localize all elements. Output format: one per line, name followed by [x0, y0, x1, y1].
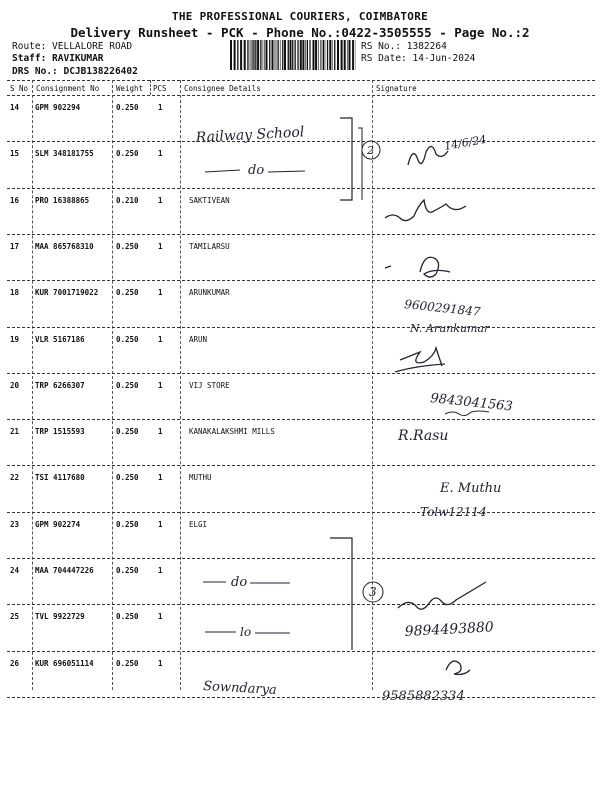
barcode-bar — [278, 40, 279, 70]
row-rule — [7, 651, 595, 652]
barcode-bar — [325, 40, 326, 70]
barcode-bar — [290, 40, 292, 70]
signature-scribble — [408, 146, 448, 165]
col-divider — [372, 80, 373, 690]
row-sno: 15 — [10, 149, 20, 159]
col-consignment: Consignment No — [36, 84, 100, 93]
row-consignee: ELGI — [189, 519, 208, 529]
barcode-bar — [282, 40, 283, 70]
barcode-bar — [264, 40, 265, 70]
barcode-bar — [297, 40, 298, 70]
row-consignment-no: KUR 7001719022 — [35, 288, 99, 298]
row-rule — [7, 697, 595, 698]
col-divider — [32, 80, 33, 690]
row-weight: 0.250 — [116, 427, 139, 437]
barcode-bar — [292, 40, 293, 70]
barcode-bar — [349, 40, 351, 70]
barcode-bar — [347, 40, 348, 70]
row-sno: 22 — [10, 473, 20, 483]
barcode-bar — [253, 40, 254, 70]
barcode-bar — [334, 40, 335, 70]
row-weight: 0.250 — [116, 658, 139, 668]
barcode-bar — [305, 40, 306, 70]
barcode-bar — [257, 40, 259, 70]
row-pcs: 1 — [158, 103, 163, 112]
row-rule — [7, 280, 595, 281]
barcode-bar — [310, 40, 311, 70]
circle-mark — [363, 582, 383, 602]
barcode-bar — [323, 40, 324, 70]
row-pcs: 1 — [158, 334, 163, 344]
barcode-bar — [288, 40, 289, 70]
ditto-dash — [205, 170, 240, 172]
row-weight: 0.250 — [116, 473, 139, 483]
barcode-bar — [307, 40, 308, 70]
row-rule — [7, 604, 595, 605]
signature-scribble — [395, 348, 445, 372]
barcode-bar — [230, 40, 232, 70]
handwritten-note: Tolw12114 — [420, 505, 487, 519]
row-pcs: 1 — [158, 519, 163, 529]
row-weight: 0.250 — [116, 519, 139, 529]
bracket-mark — [330, 538, 352, 650]
barcode-bar — [327, 40, 328, 70]
handwritten-date: 14/6/24 — [443, 132, 488, 153]
row-rule — [7, 558, 595, 559]
signature-scribble — [385, 257, 450, 277]
row-consignee: SAKTIVEAN — [189, 195, 230, 205]
row-sno: 25 — [10, 612, 20, 622]
barcode-bar — [266, 40, 268, 70]
handwritten-name: N. Arunkumar — [410, 322, 490, 335]
barcode-bar — [337, 40, 339, 70]
col-signature: Signature — [376, 84, 417, 93]
row-rule — [7, 465, 595, 466]
row-consignment-no: TRP 1515593 — [35, 427, 85, 437]
row-sno: 16 — [10, 195, 20, 205]
barcode-bar — [250, 40, 251, 70]
row-weight: 0.210 — [116, 195, 139, 205]
handwritten-ditto: do — [231, 575, 248, 590]
bracket-mark — [358, 128, 362, 200]
row-consignment-no: MAA 704447226 — [35, 566, 94, 575]
route-label: Route: VELLALORE ROAD — [12, 41, 133, 52]
handwritten-signature: R.Rasu — [398, 428, 449, 444]
barcode-bar — [251, 40, 252, 70]
row-consignee: ARUN — [189, 334, 208, 344]
barcode-bar — [272, 40, 274, 70]
row-rule — [7, 327, 595, 328]
drs-number: DRS No.: DCJB138226402 — [12, 66, 138, 77]
row-consignment-no: MAA 865768310 — [35, 241, 94, 251]
col-divider — [180, 80, 181, 690]
row-consignee: KANAKALAKSHMI MILLS — [189, 427, 275, 437]
col-divider — [150, 80, 151, 95]
handwritten-ditto: do — [248, 163, 265, 178]
row-consignment-no: SLM 348181755 — [35, 149, 94, 159]
row-sno: 17 — [10, 241, 20, 251]
barcode-bar — [329, 40, 331, 70]
barcode-bar — [263, 40, 264, 70]
col-weight: Weight — [116, 84, 144, 93]
barcode-bar — [318, 40, 319, 70]
row-pcs: 1 — [158, 380, 163, 390]
handwritten-phone: 9585882334 — [382, 689, 465, 704]
barcode-bar — [344, 40, 346, 70]
row-consignment-no: VLR 5167186 — [35, 334, 85, 344]
barcode-bar — [240, 40, 242, 70]
row-sno: 20 — [10, 380, 20, 390]
barcode — [230, 40, 356, 70]
barcode-bar — [315, 40, 317, 70]
table-top-rule — [7, 80, 595, 81]
company-title: THE PROFESSIONAL COURIERS, COIMBATORE — [171, 10, 429, 23]
row-sno: 23 — [10, 519, 20, 529]
barcode-bar — [244, 40, 246, 70]
row-sno: 19 — [10, 334, 20, 344]
row-pcs: 1 — [158, 473, 163, 483]
row-consignment-no: PRO 16388865 — [35, 195, 90, 205]
barcode-bar — [280, 40, 281, 70]
barcode-bar — [269, 40, 270, 70]
barcode-bar — [352, 40, 354, 70]
handwritten-phone: 9600291847 — [403, 297, 482, 319]
row-consignee: ARUNKUMAR — [189, 288, 230, 298]
row-pcs: 1 — [158, 658, 163, 668]
barcode-bar — [237, 40, 238, 70]
row-rule — [7, 419, 595, 420]
row-sno: 26 — [10, 658, 20, 668]
row-pcs: 1 — [158, 241, 163, 251]
barcode-bar — [234, 40, 236, 70]
row-weight: 0.250 — [116, 241, 139, 251]
barcode-bar — [322, 40, 323, 70]
row-pcs: 1 — [158, 149, 163, 159]
staff-label: Staff: RAVIKUMAR — [12, 53, 104, 64]
circle-mark — [362, 141, 380, 159]
handwritten-signature: E. Muthu — [440, 481, 502, 496]
row-rule — [7, 512, 595, 513]
row-sno: 14 — [10, 103, 20, 112]
row-sno: 24 — [10, 566, 20, 575]
row-pcs: 1 — [158, 566, 163, 575]
row-pcs: 1 — [158, 612, 163, 622]
signature-scribble — [385, 200, 466, 221]
col-divider — [112, 80, 113, 690]
barcode-bar — [275, 40, 276, 70]
row-rule — [7, 373, 595, 374]
barcode-bar — [302, 40, 304, 70]
barcode-bar — [300, 40, 302, 70]
col-sno: S No — [10, 84, 29, 93]
barcode-bar — [247, 40, 248, 70]
row-weight: 0.250 — [116, 380, 139, 390]
row-weight: 0.250 — [116, 288, 139, 298]
row-weight: 0.250 — [116, 334, 139, 344]
row-consignee: TAMILARSU — [189, 241, 230, 251]
handwritten-ditto: lo — [240, 625, 252, 639]
signature-scribble — [446, 661, 470, 674]
row-rule — [7, 141, 595, 142]
barcode-bar — [276, 40, 277, 70]
row-weight: 0.250 — [116, 566, 139, 575]
barcode-bar — [260, 40, 261, 70]
row-weight: 0.250 — [116, 612, 139, 622]
barcode-bar — [255, 40, 256, 70]
rs-date: RS Date: 14-Jun-2024 — [361, 53, 476, 64]
row-consignment-no: TRP 6266307 — [35, 380, 85, 390]
row-weight: 0.250 — [116, 149, 139, 159]
runsheet-title: Delivery Runsheet - PCK - Phone No.:0422-3505555 - Page No.:2 — [70, 25, 530, 40]
row-consignment-no: GPM 902294 — [35, 103, 81, 112]
handwritten-digit: 3 — [369, 585, 377, 599]
barcode-bar — [295, 40, 296, 70]
barcode-bar — [252, 40, 253, 70]
handwritten-phone: 9843041563 — [429, 391, 514, 415]
row-consignment-no: TVL 9922729 — [35, 612, 85, 622]
handwritten-note: Railway School — [195, 124, 305, 146]
row-consignment-no: KUR 696051114 — [35, 658, 94, 668]
row-rule — [7, 188, 595, 189]
ditto-dash — [268, 171, 305, 172]
handwritten-note: Sowndarya — [202, 679, 278, 698]
barcode-bar — [313, 40, 315, 70]
row-sno: 21 — [10, 427, 20, 437]
row-consignee: MUTHU — [189, 473, 212, 483]
row-consignment-no: GPM 902274 — [35, 519, 81, 529]
row-consignment-no: TSI 4117680 — [35, 473, 85, 483]
row-rule — [7, 234, 595, 235]
header-rule — [7, 95, 595, 96]
handwritten-phone: 9894493880 — [404, 619, 495, 640]
handwritten-digit: 2 — [367, 144, 374, 157]
col-consignee: Consignee Details — [184, 84, 261, 93]
row-weight: 0.250 — [116, 103, 139, 112]
row-pcs: 1 — [158, 288, 163, 298]
barcode-bar — [320, 40, 321, 70]
col-pcs: PCS — [153, 84, 167, 93]
barcode-bar — [284, 40, 286, 70]
row-pcs: 1 — [158, 427, 163, 437]
signature-scribble — [445, 411, 489, 416]
row-consignee: VIJ STORE — [189, 380, 230, 390]
rs-number: RS No.: 1382264 — [361, 41, 447, 52]
barcode-bar — [341, 40, 343, 70]
barcode-bar — [309, 40, 310, 70]
barcode-bar — [332, 40, 333, 70]
row-sno: 18 — [10, 288, 20, 298]
row-pcs: 1 — [158, 195, 163, 205]
